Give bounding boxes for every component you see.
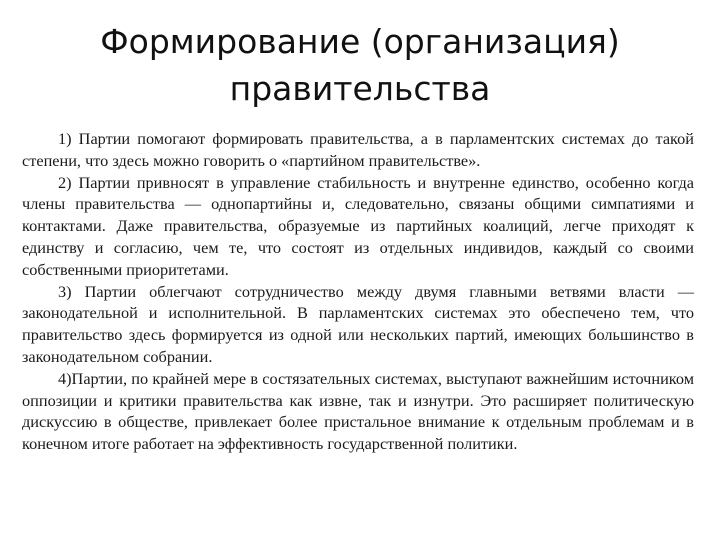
paragraph-3: 3) Партии облегчают сотрудничество между двумя главными ветвями власти — законодательной и исполнительной. В парламентских системах это обеспечено тем, что правительство здесь формируется из одной или нескольких партий, имеющих большинство в законодательном собрании. (22, 281, 694, 366)
paragraph-2: 2) Партии привносят в управление стабильность и внутренне единство, особенно когда члены правительства — однопартийны и, следовательно, связаны общими симпатиями и контактами. Даже правительства, образуемые из партийных коалиций, легче приходят к единству и согласию, чем те, что состоят из отдельных индивидов, каждый со своими собственными приоритетами. (22, 172, 694, 279)
paragraph-1: 1) Партии помогают формировать правительства, а в парламентских системах до такой степени, что здесь можно говорить о «партийном правительстве». (22, 129, 694, 170)
slide-title: Формирование (организация) правительства (100, 22, 620, 108)
slide-body (22, 128, 694, 455)
paragraph-4: 4)Партии, по крайней мере в состязательных системах, выступают важнейшим источником оппозиции и критики правительства как извне, так и изнутри. Это расширяет политическую дискуссию в обществе, привлекает более пристальное внимание к отдельным проблемам и в конечном итоге работает на эффективность государственной политики. (22, 368, 694, 454)
